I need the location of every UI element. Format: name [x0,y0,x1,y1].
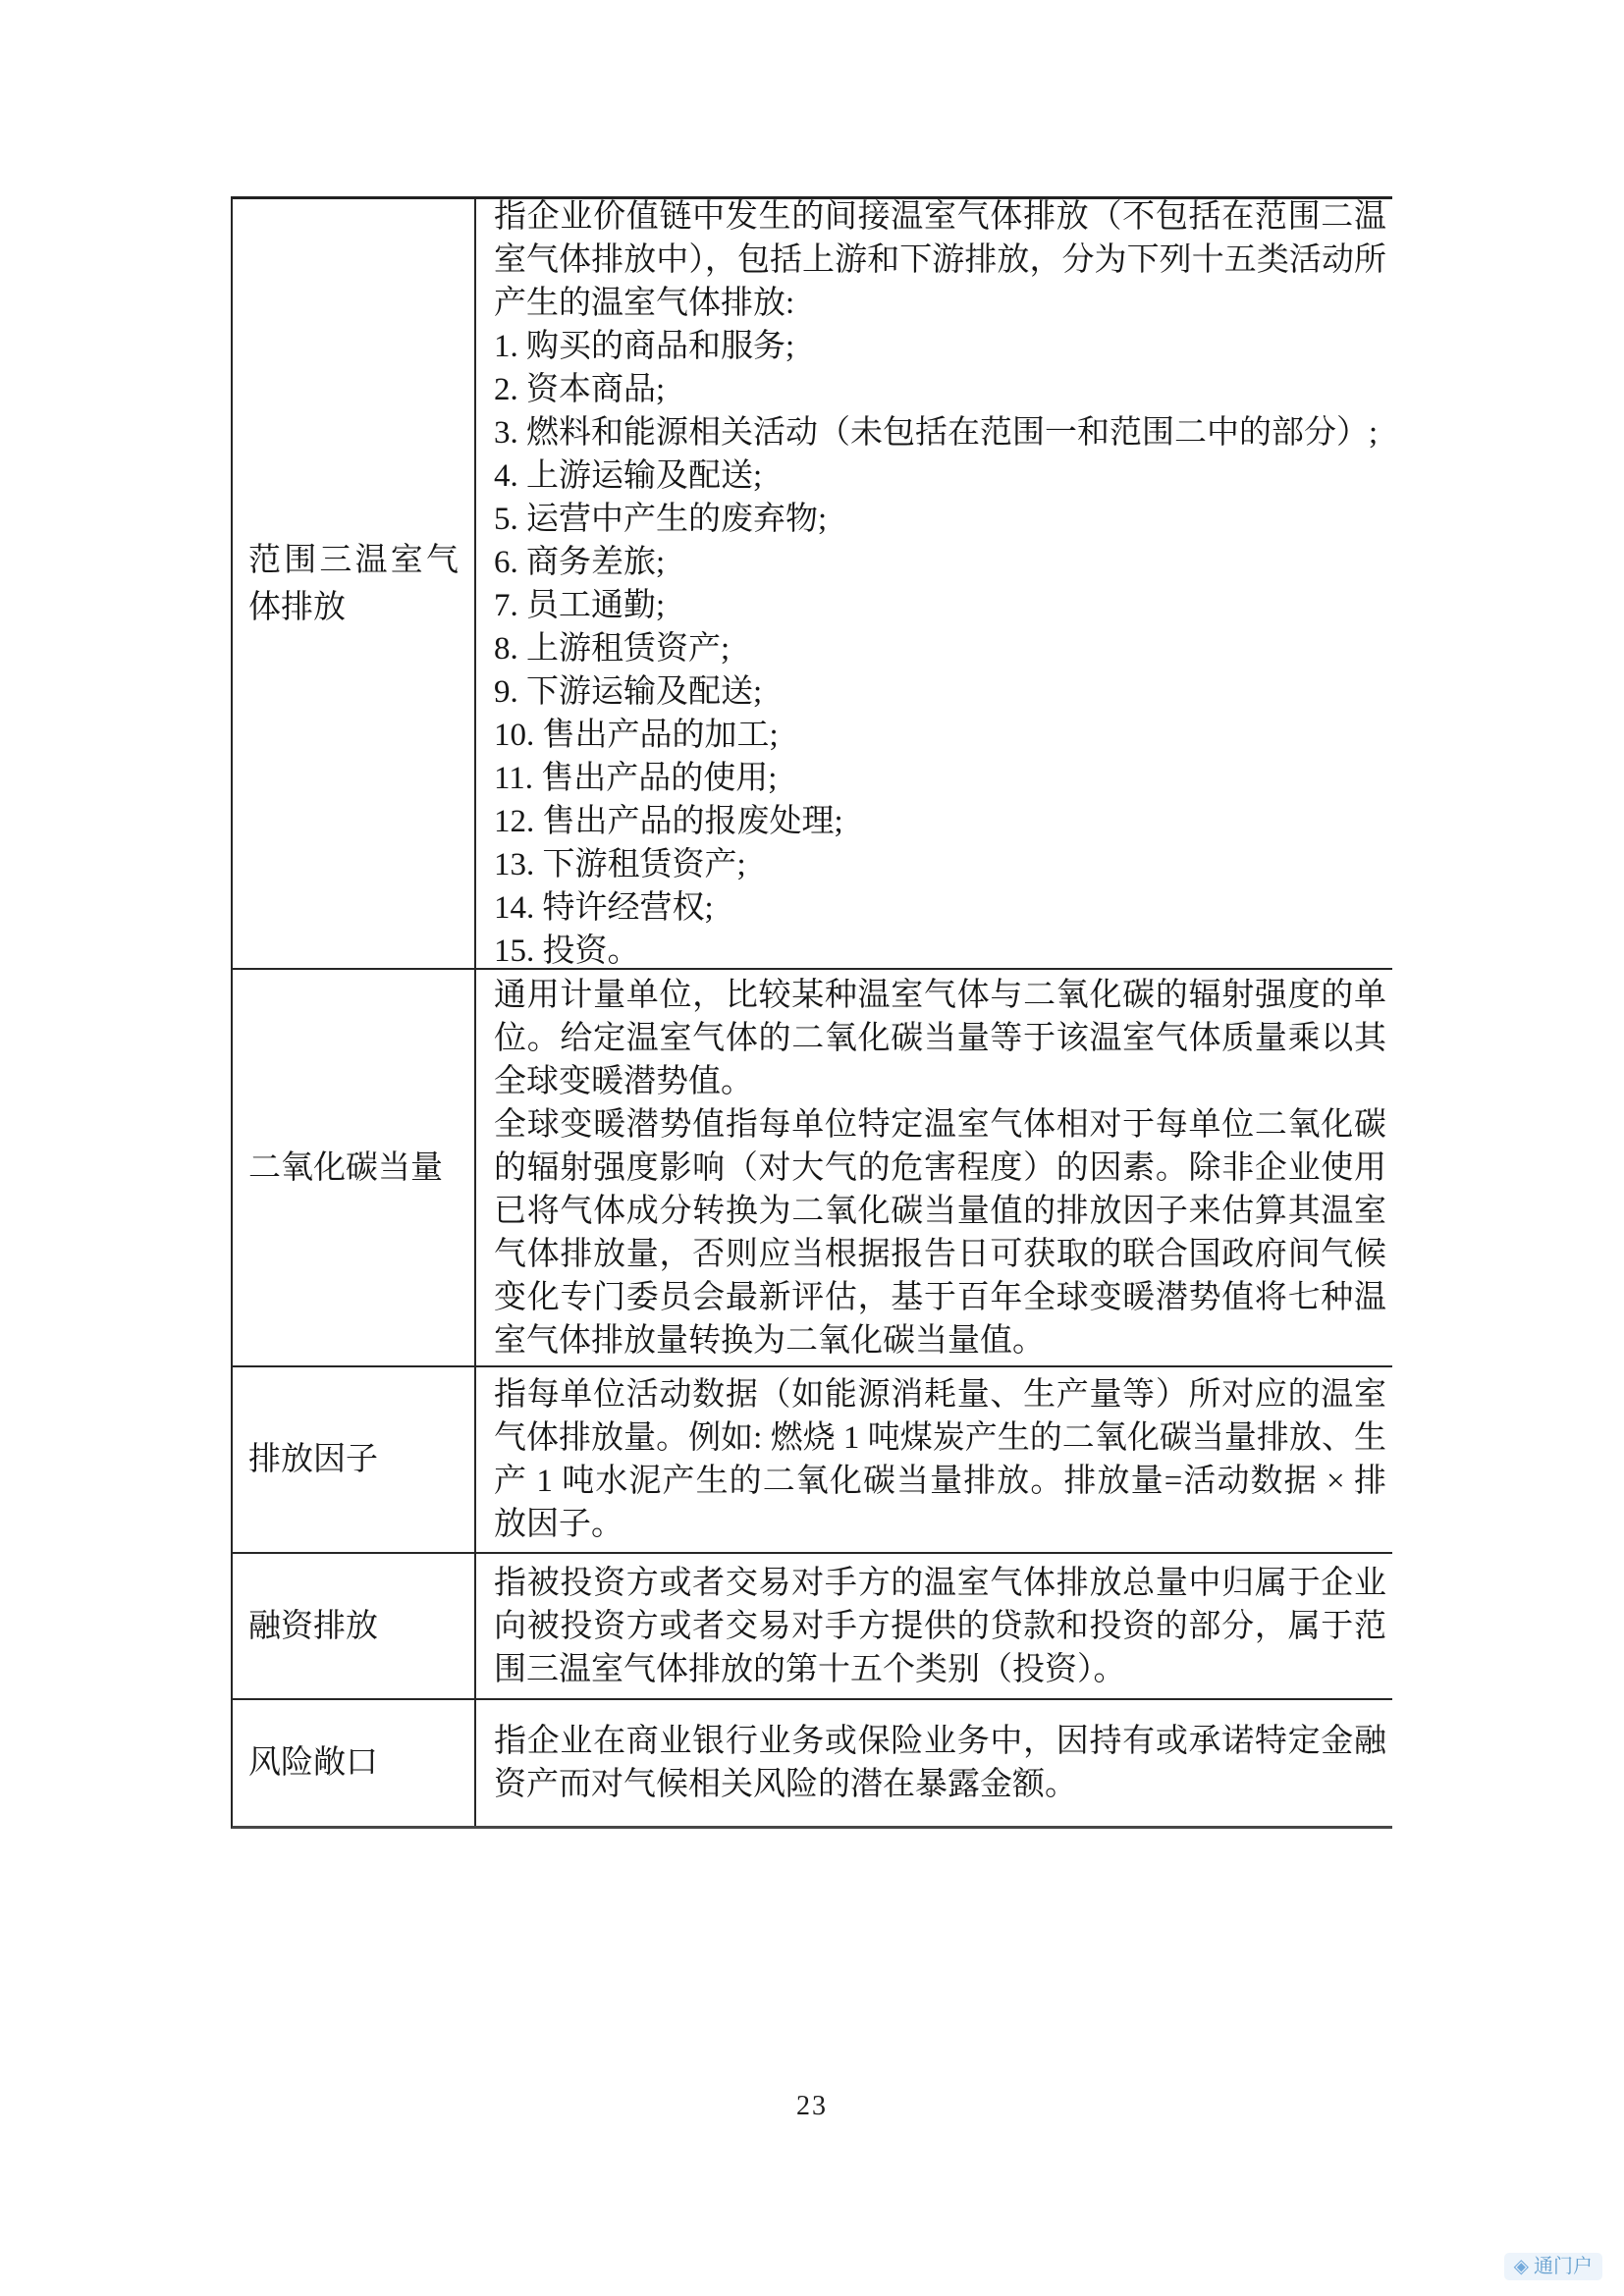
term-label: 融资排放 [248,1608,378,1644]
definition-line: 1. 购买的商品和服务; [494,328,795,364]
definition-line: 2. 资本商品; [494,371,666,407]
definition-line: 5. 运营中产生的废弃物; [494,501,828,537]
term-label: 二氧化碳当量 [248,1149,443,1186]
diamond-logo-icon: ◈ [1513,2256,1529,2277]
glossary-table [231,196,1392,1829]
definition-line: 6. 商务差旅; [494,544,666,580]
definition-line: 15. 投资。 [494,933,640,968]
definition-cell [476,199,1392,968]
table-row [233,970,1392,1367]
definition-line: 指每单位活动数据（如能源消耗量、生产量等）所对应的温室气体排放量。例如: 燃烧 1 吨煤炭产生的二氧化碳当量排放、生产 1 吨水泥产生的二氧化碳当量排放。排放量=活动数据 × 排放因子。 [494,1377,1386,1542]
term-cell [233,1700,476,1826]
definition-line: 全球变暖潜势值指每单位特定温室气体相对于每单位二氧化碳的辐射强度影响（对大气的危害程度）的因素。除非企业使用已将气体成分转换为二氧化碳当量值的排放因子来估算其温室气体排放量，否则应当根据报告日可获取的联合国政府间气候变化专门委员会最新评估，基于百年全球变暖潜势值将七种温室气体排放量转换为二氧化碳当量值。 [494,1106,1386,1359]
definition-line: 指企业价值链中发生的间接温室气体排放（不包括在范围二温室气体排放中），包括上游和下游排放，分为下列十五类活动所产生的温室气体排放: [494,199,1386,321]
definition-line: 12. 售出产品的报废处理; [494,803,843,839]
watermark-badge [1504,2253,1602,2280]
definition-line: 10. 售出产品的加工; [494,717,779,753]
definition-line: 指企业在商业银行业务或保险业务中，因持有或承诺特定金融资产而对气候相关风险的潜在暴露金额。 [494,1724,1386,1802]
definition-line: 13. 下游租赁资产; [494,846,746,882]
definition-line: 8. 上游租赁资产; [494,630,731,667]
term-label: 排放因子 [248,1442,378,1477]
term-label: 风险敞口 [248,1745,378,1781]
table-row [233,1554,1392,1700]
watermark-text: 通门户 [1534,2256,1593,2277]
definition-line: 14. 特许经营权; [494,889,714,926]
definition-line: 11. 售出产品的使用; [494,760,778,796]
definition-line: 3. 燃料和能源相关活动（未包括在范围一和范围二中的部分）; [494,414,1379,451]
table-row [233,1367,1392,1554]
term-label: 范围三温室气体排放 [248,542,459,625]
definition-line: 通用计量单位，比较某种温室气体与二氧化碳的辐射强度的单位。给定温室气体的二氧化碳当量等于该温室气体质量乘以其全球变暖潜势值。 [494,977,1386,1099]
definition-cell [476,1554,1392,1698]
page-number: 23 [796,2091,828,2121]
definition-cell [476,1367,1392,1552]
table-row [233,199,1392,970]
definition-line: 指被投资方或者交易对手方的温室气体排放总量中归属于企业向被投资方或者交易对手方提供的贷款和投资的部分，属于范围三温室气体排放的第十五个类别（投资）。 [494,1565,1386,1687]
term-cell [233,970,476,1365]
term-cell [233,1554,476,1698]
definition-line: 9. 下游运输及配送; [494,673,763,710]
term-cell [233,199,476,968]
definition-line: 4. 上游运输及配送; [494,457,763,494]
definition-line: 7. 员工通勤; [494,587,666,623]
table-row [233,1700,1392,1826]
definition-cell [476,970,1392,1365]
definition-cell [476,1700,1392,1826]
term-cell [233,1367,476,1552]
